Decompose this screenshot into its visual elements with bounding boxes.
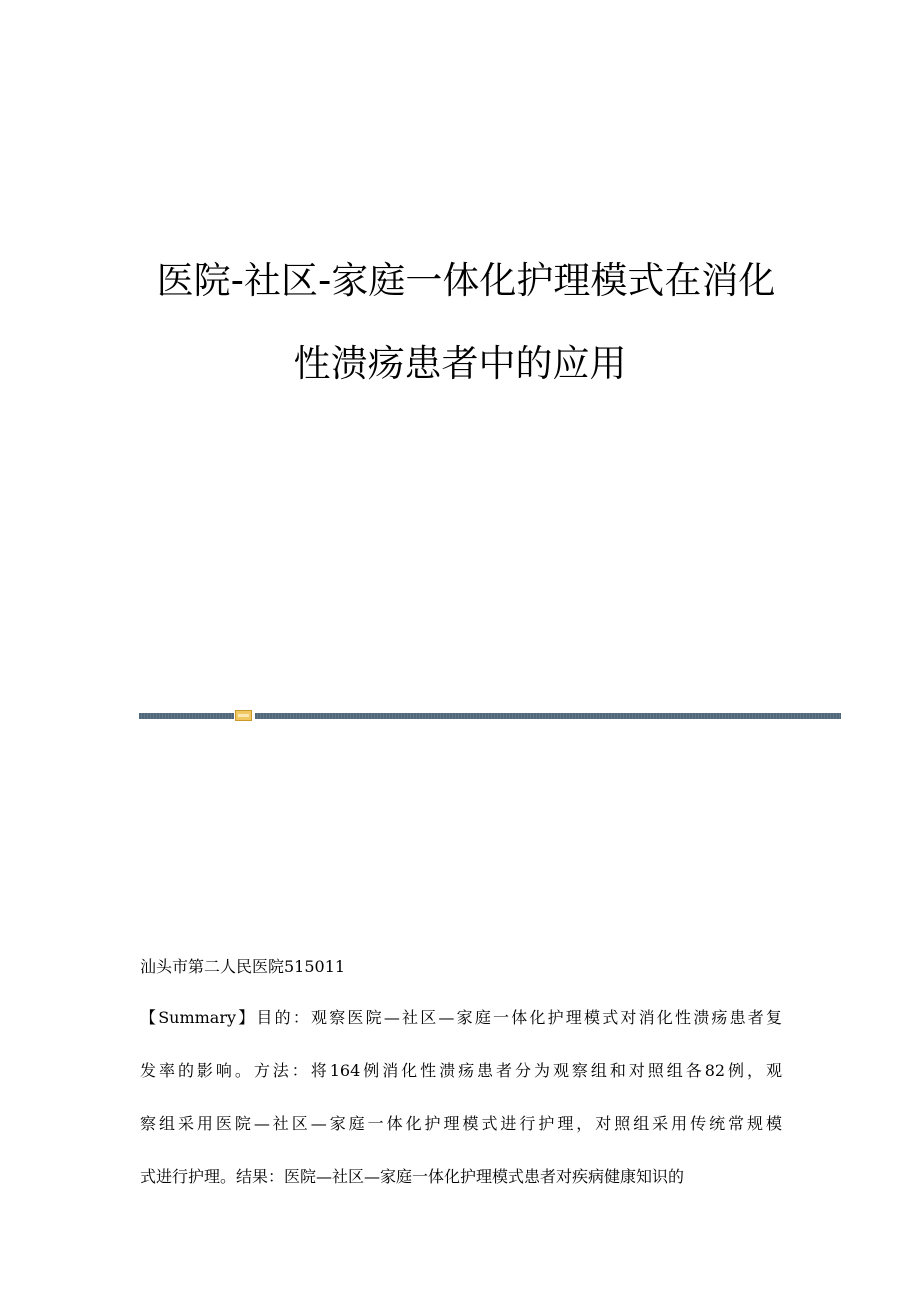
- abstract-line: 发率的影响。方法：将164例消化性溃疡患者分为观察组和对照组各82例，观: [140, 1061, 782, 1080]
- divider-bar-left: [139, 713, 234, 719]
- divider-bar-right: [255, 713, 841, 719]
- title-line-1: 医院-社区-家庭一体化护理模式在消化: [156, 259, 776, 302]
- document-title: [0, 259, 920, 385]
- abstract-paragraph: [140, 1006, 782, 1218]
- title-divider: [139, 712, 841, 720]
- title-line-2: 性溃疡患者中的应用: [293, 342, 627, 385]
- divider-ornament-icon: [235, 710, 252, 721]
- abstract-line: 【Summary】目的：观察医院—社区—家庭一体化护理模式对消化性溃疡患者复: [140, 1008, 782, 1027]
- abstract-line: 察组采用医院—社区—家庭一体化护理模式进行护理，对照组采用传统常规模: [140, 1114, 782, 1133]
- author-affiliation: 汕头市第二人民医院515011: [140, 957, 346, 976]
- abstract-line: 式进行护理。结果：医院—社区—家庭一体化护理模式患者对疾病健康知识的: [140, 1167, 685, 1186]
